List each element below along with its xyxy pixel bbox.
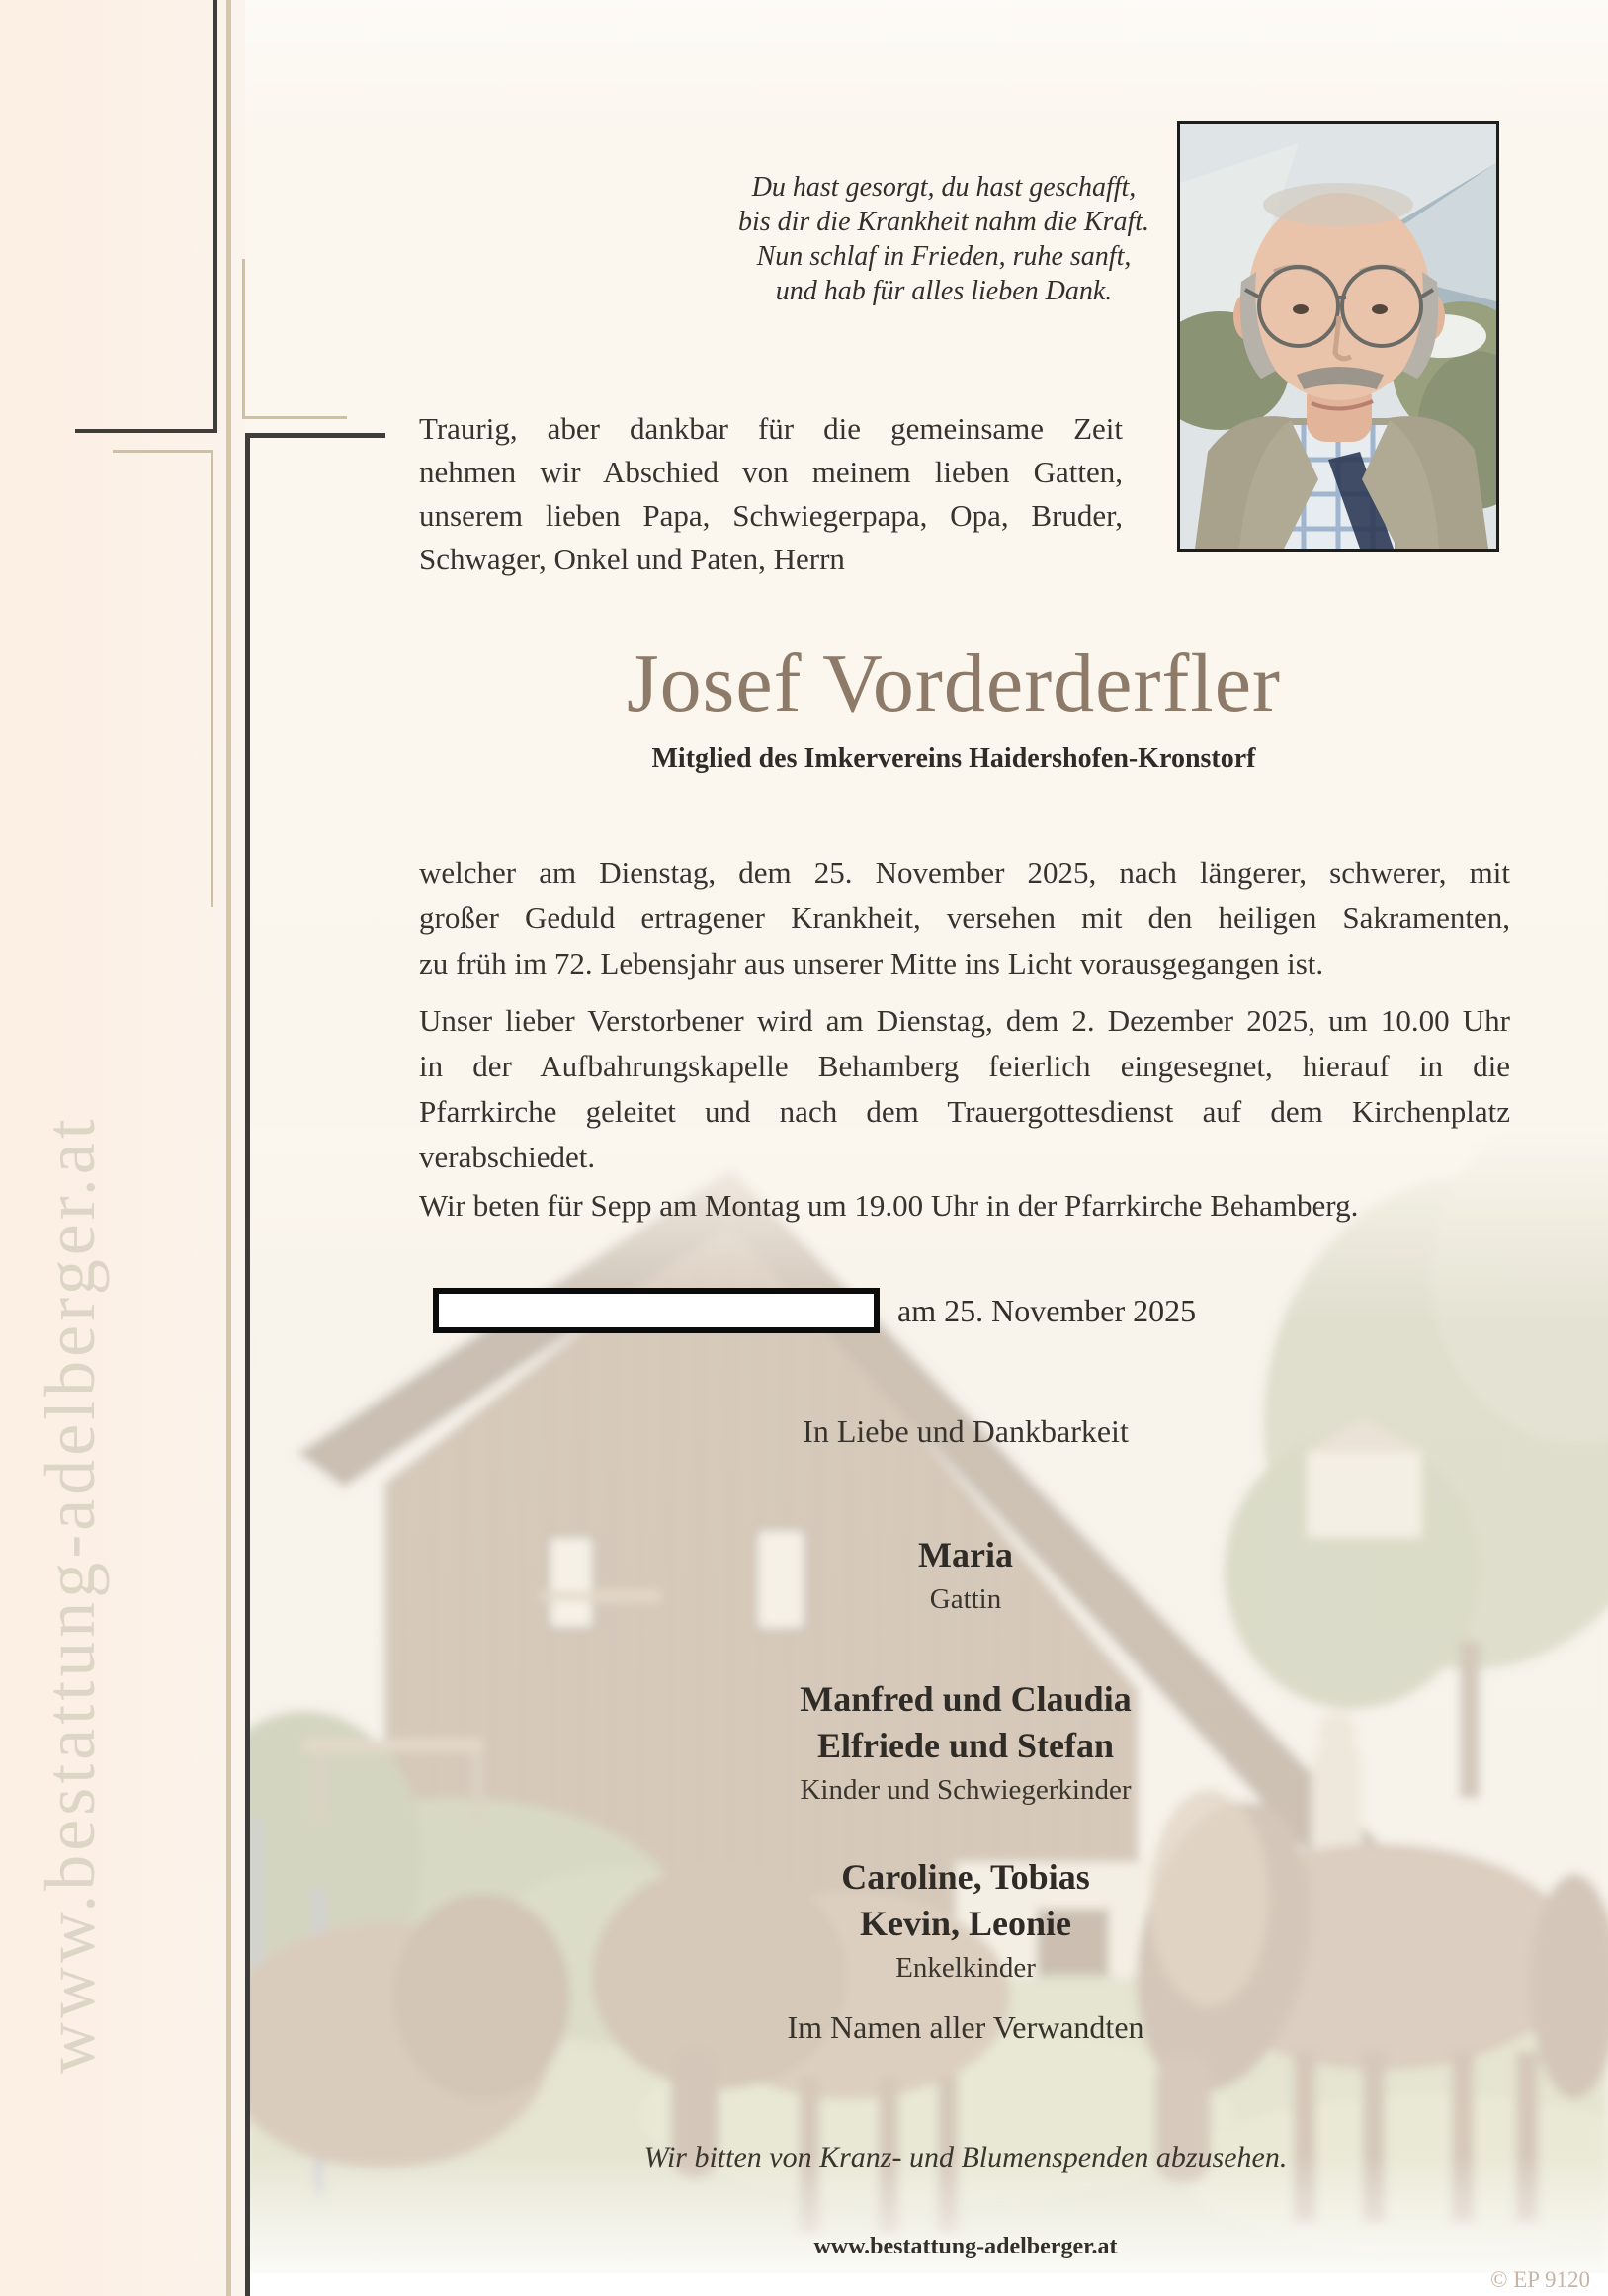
family-name: Maria: [918, 1535, 1013, 1574]
family-name: Caroline, Tobias: [841, 1857, 1090, 1897]
death-announcement-paragraph: [419, 850, 1510, 986]
cross-vertical-beige: [226, 0, 231, 2296]
death-date-row: [433, 1288, 1196, 1333]
funeral-line: Pfarrkirche geleitet und nach dem Trauergottesdienst auf dem Kirchenplatz: [419, 1094, 1510, 1129]
portrait-photo: [1177, 121, 1499, 552]
family-group-children: [249, 1676, 1608, 1808]
funeral-line: verabschiedet.: [419, 1140, 596, 1174]
poem-line: und hab für alles lieben Dank.: [775, 276, 1113, 306]
deceased-name: Josef Vorderderfler: [626, 638, 1281, 729]
poem-line: Nun schlaf in Frieden, ruhe sanft,: [756, 241, 1132, 272]
intro-line: Traurig, aber dankbar für die gemeinsame Zeit: [419, 411, 1123, 446]
intro-paragraph: [419, 407, 1123, 581]
redacted-name-box: [433, 1288, 880, 1333]
cross-accent-lower-left-vertical: [211, 450, 213, 907]
funeral-details-paragraph: [419, 998, 1510, 1180]
cross-accent-upper-right-vertical: [242, 259, 245, 419]
flower-donation-note: Wir bitten von Kranz- und Blumenspenden abzusehen.: [643, 2141, 1288, 2173]
funeral-line: in der Aufbahrungskapelle Behamberg feierlich eingesegnet, hierauf in die: [419, 1049, 1510, 1083]
intro-line: unserem lieben Papa, Schwiegerpapa, Opa, Bruder,: [419, 498, 1123, 533]
announcement-line: großer Geduld ertragener Krankheit, versehen mit den heiligen Sakramenten,: [419, 900, 1510, 935]
farewell-poem: [692, 170, 1196, 308]
intro-line: nehmen wir Abschied von meinem lieben Gatten,: [419, 455, 1123, 489]
prayer-line: Wir beten für Sepp am Montag um 19.00 Uhr in der Pfarrkirche Behamberg.: [419, 1188, 1359, 1223]
in-name-of-line: Im Namen aller Verwandten: [787, 2009, 1144, 2045]
intro-line: Schwager, Onkel und Paten, Herrn: [419, 542, 845, 576]
announcement-line: zu früh im 72. Lebensjahr aus unserer Mitte ins Licht vorausgegangen ist.: [419, 946, 1324, 980]
family-name: Elfriede und Stefan: [816, 1726, 1115, 1765]
family-relation: Enkelkinder: [895, 1952, 1036, 1984]
cross-right-arm-dark: [245, 433, 385, 438]
closing-line: In Liebe und Dankbarkeit: [803, 1413, 1129, 1449]
family-group-grandchildren: [249, 1854, 1608, 1986]
poem-line: Du hast gesorgt, du hast geschafft,: [751, 172, 1137, 203]
side-watermark-text: www.bestattung-adelberger.at: [31, 1115, 110, 2074]
cross-vertical-dark-upper: [213, 0, 217, 433]
poem-line: bis dir die Krankheit nahm die Kraft.: [737, 207, 1150, 237]
cross-accent-upper-right-arm: [242, 416, 347, 419]
announcement-line: welcher am Dienstag, dem 25. November 2025, nach längerer, schwerer, mit: [419, 855, 1510, 890]
funeral-home-website: www.bestattung-adelberger.at: [813, 2234, 1118, 2259]
family-relation: Kinder und Schwiegerkinder: [800, 1774, 1132, 1806]
cross-left-arm-dark: [75, 429, 217, 433]
print-code: © EP 9120: [1490, 2267, 1590, 2292]
family-relation: Gattin: [929, 1583, 1002, 1615]
death-date: am 25. November 2025: [897, 1292, 1197, 1328]
cross-accent-lower-left-arm: [113, 450, 213, 453]
membership-line: Mitglied des Imkervereins Haidershofen-Kronstorf: [651, 743, 1256, 774]
family-name: Kevin, Leonie: [860, 1904, 1071, 1943]
funeral-line: Unser lieber Verstorbener wird am Dienstag, dem 2. Dezember 2025, um 10.00 Uhr: [419, 1003, 1510, 1038]
family-name: Manfred und Claudia: [800, 1679, 1132, 1719]
family-group-spouse: [249, 1532, 1608, 1617]
